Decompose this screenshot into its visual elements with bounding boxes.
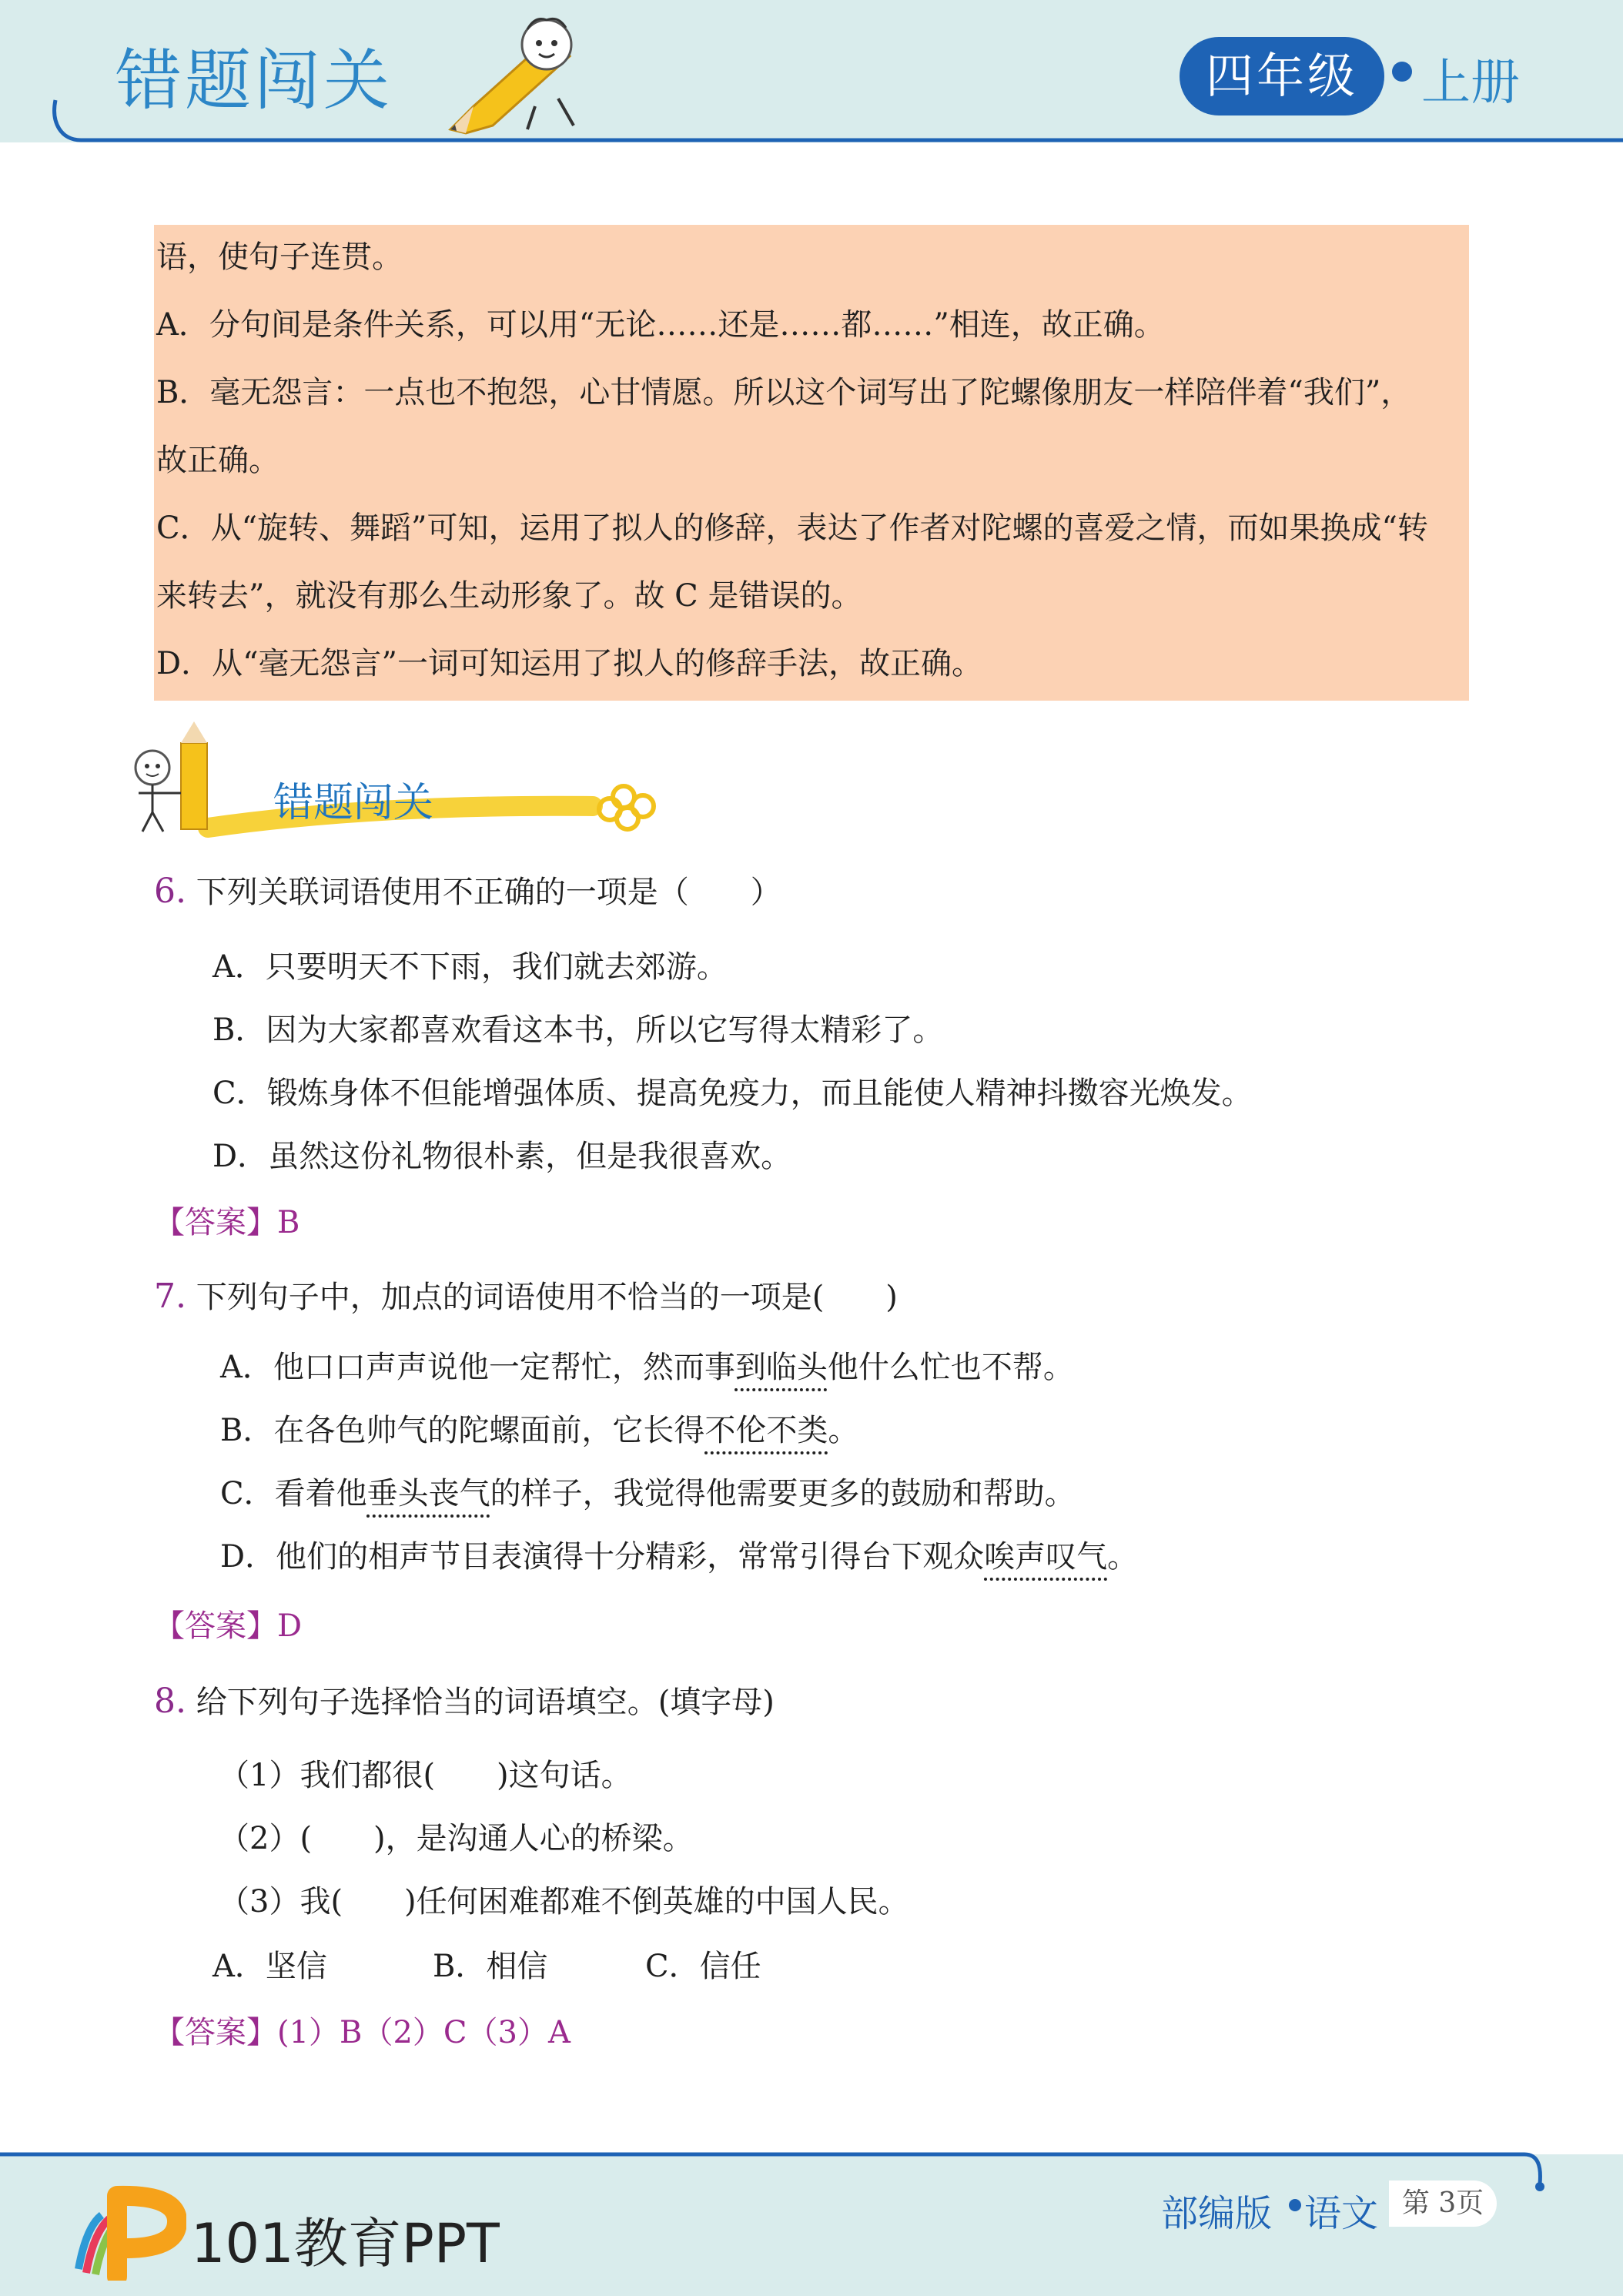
answer: 【答案】D bbox=[154, 1608, 303, 1644]
question-6 bbox=[154, 872, 781, 911]
question-number: 8. bbox=[154, 1682, 186, 1721]
option bbox=[220, 1415, 858, 1446]
dotted-phrase: 到临头 bbox=[735, 1350, 828, 1385]
dotted-phrase: 不伦不类 bbox=[704, 1413, 828, 1448]
brand-logo-icon bbox=[71, 2181, 186, 2281]
option-text: C．看着他 bbox=[220, 1476, 367, 1511]
option bbox=[220, 1478, 1076, 1509]
explanation-line: A．分句间是条件关系，可以用“无论……还是……都……”相连，故正确。 bbox=[156, 307, 1165, 343]
option-text: 的样子，我觉得他需要更多的鼓励和帮助。 bbox=[490, 1476, 1076, 1511]
dotted-phrase: 垂头丧气 bbox=[366, 1476, 490, 1511]
explanation-line: 故正确。 bbox=[156, 443, 279, 478]
question-stem: 下列句子中，加点的词语使用不恰当的一项是( ) bbox=[196, 1280, 898, 1315]
header-title: 错题闯关 bbox=[115, 42, 393, 119]
section-title: 错题闯关 bbox=[273, 780, 434, 826]
explanation-box bbox=[154, 225, 1469, 701]
fill-item: （3）我( )任何困难都难不倒英雄的中国人民。 bbox=[219, 1884, 909, 1919]
question-number: 6. bbox=[154, 872, 186, 911]
option: C．锻炼身体不但能增强体质、提高免疫力，而且能使人精神抖擞容光焕发。 bbox=[212, 1076, 1253, 1111]
question-8 bbox=[154, 1682, 775, 1721]
edition-label: 部编版 bbox=[1161, 2192, 1273, 2235]
grade-badge: 四年级 bbox=[1180, 37, 1384, 115]
option bbox=[220, 1352, 1074, 1383]
explanation-line: 语，使句子连贯。 bbox=[156, 239, 403, 275]
option: B．因为大家都喜欢看这本书，所以它写得太精彩了。 bbox=[212, 1012, 944, 1048]
choice: A．坚信 bbox=[212, 1949, 327, 1984]
option: A．只要明天不下雨，我们就去郊游。 bbox=[212, 949, 728, 985]
option-text: A．他口口声声说他一定帮忙，然而事 bbox=[220, 1350, 735, 1385]
question-7 bbox=[154, 1277, 898, 1316]
choice: C．信任 bbox=[645, 1949, 761, 1984]
footer-rule bbox=[0, 2148, 1623, 2194]
explanation-line: 来转去”，就没有那么生动形象了。故 C 是错误的。 bbox=[156, 578, 862, 614]
page-number: 第 3页 bbox=[1389, 2181, 1497, 2227]
option bbox=[220, 1539, 1139, 1575]
answer: 【答案】(1）B（2）C（3）A bbox=[154, 2015, 571, 2050]
choice: B．相信 bbox=[433, 1949, 548, 1984]
option-text: D．他们的相声节目表演得十分精彩，常常引得台下观众 bbox=[220, 1539, 985, 1575]
option-text: 。 bbox=[828, 1413, 859, 1448]
explanation-line: D．从“毫无怨言”一词可知运用了拟人的修辞手法，故正确。 bbox=[156, 646, 982, 681]
option-text: 。 bbox=[1107, 1539, 1139, 1575]
option: D．虽然这份礼物很朴素，但是我很喜欢。 bbox=[212, 1139, 792, 1174]
answer: 【答案】B bbox=[154, 1205, 300, 1240]
edition-dot bbox=[1289, 2199, 1301, 2211]
question-stem: 给下列句子选择恰当的词语填空。(填字母) bbox=[196, 1685, 775, 1720]
term-label: 上册 bbox=[1421, 55, 1520, 112]
question-number: 7. bbox=[154, 1277, 186, 1316]
brand-name: 101教育PPT bbox=[191, 2212, 500, 2275]
pencil-mascot-icon bbox=[443, 14, 597, 137]
question-stem: 下列关联词语使用不正确的一项是（ ） bbox=[196, 875, 781, 910]
grade-dot bbox=[1392, 62, 1412, 82]
explanation-line: C．从“旋转、舞蹈”可知，运用了拟人的修辞，表达了作者对陀螺的喜爱之情，而如果换成“转 bbox=[156, 510, 1428, 546]
fill-item: （1）我们都很( )这句话。 bbox=[219, 1758, 632, 1793]
option-text: B．在各色帅气的陀螺面前，它长得 bbox=[220, 1413, 705, 1448]
explanation-line: B．毫无怨言：一点也不抱怨，心甘情愿。所以这个词写出了陀螺像朋友一样陪伴着“我们”， bbox=[156, 375, 1412, 410]
option-text: 他什么忙也不帮。 bbox=[827, 1350, 1074, 1385]
dotted-phrase: 唉声叹气 bbox=[984, 1539, 1108, 1575]
subject-label: 语文 bbox=[1304, 2192, 1379, 2235]
fill-item: （2）( )，是沟通人心的桥梁。 bbox=[219, 1821, 694, 1856]
